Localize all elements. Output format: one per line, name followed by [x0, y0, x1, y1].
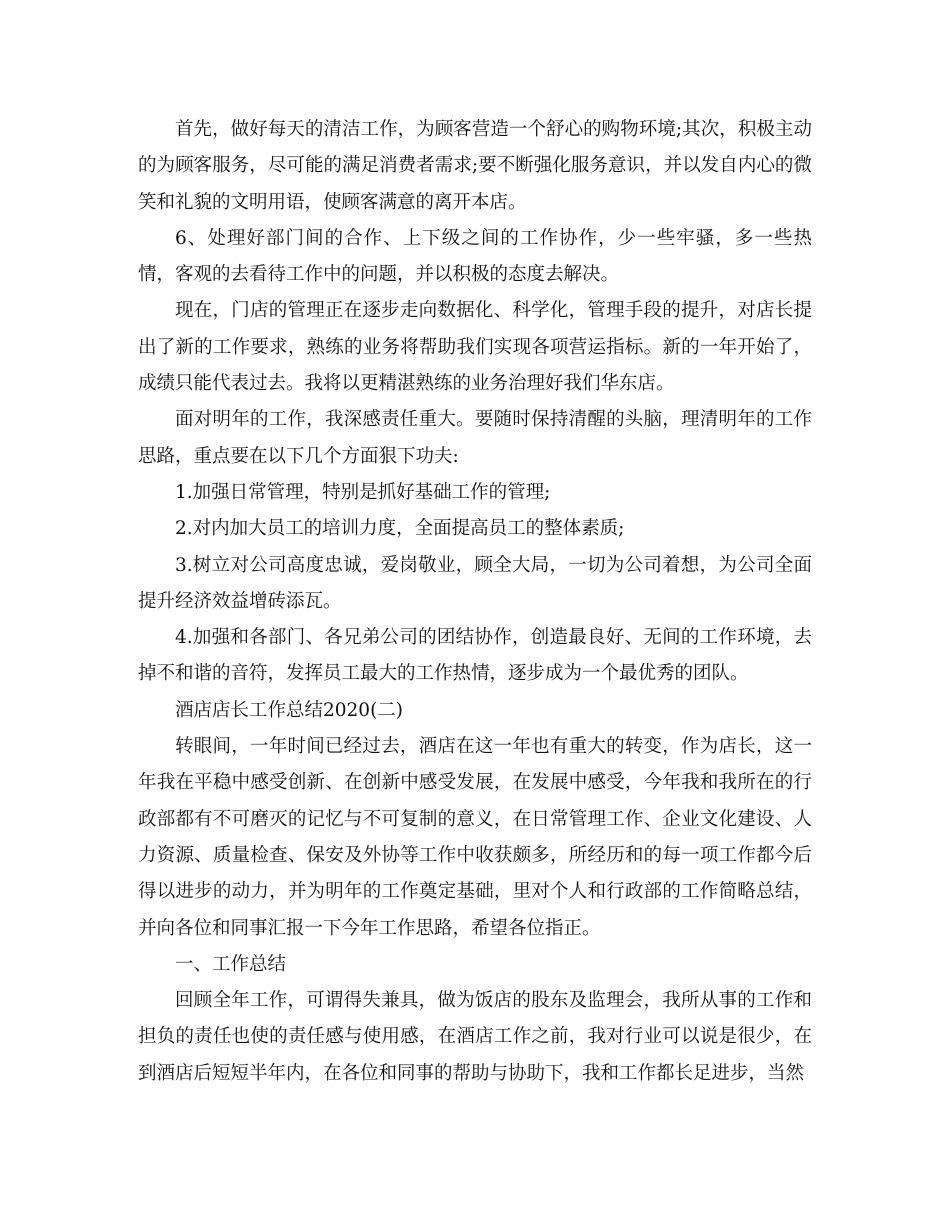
paragraph-cleaning-service: 首先，做好每天的清洁工作，为顾客营造一个舒心的购物环境;其次，积极主动的为顾客服务，尽可能的满足消费者需求;要不断强化服务意识，并以发自内心的微笑和礼貌的文明用语，使顾客满意的离开本店。 [138, 119, 812, 213]
document-page [138, 112, 812, 1092]
paragraph-year-review: 转眼间，一年时间已经过去，酒店在这一年也有重大的转变，作为店长，这一年我在平稳中感受创新、在创新中感受发展，在发展中感受，今年我和我所在的行政部都有不可磨灭的记忆与不可复制的意义，在日常管理工作、企业文化建设、人力资源、质量检查、保安及外协等工作中收获颇多，所经历和的每一项工作都今后得以进步的动力，并为明年的工作奠定基础，里对个人和行政部的工作简略总结，并向各位和同事汇报一下今年工作思路，希望各位指正。 [138, 736, 812, 939]
paragraph-annual-retrospective: 回顾全年工作，可谓得失兼具，做为饭店的股东及监理会，我所从事的工作和担负的责任也使的责任感与使用感，在酒店工作之前，我对行业可以说是很少，在到酒店后短短半年内，在各位和同事的帮助与协助下，我和工作都长足进步，当然 [138, 990, 812, 1084]
list-item-1: 1.加强日常管理，特别是抓好基础工作的管理; [175, 481, 551, 503]
section-heading-summary-2: 酒店店长工作总结2020(二) [175, 699, 404, 721]
paragraph-item-6-cooperation: 6、处理好部门间的合作、上下级之间的工作协作，少一些牢骚，多一些热情，客观的去看待工作中的问题，并以积极的态度去解决。 [138, 227, 812, 286]
list-item-3: 3.树立对公司高度忠诚，爱岗敬业，顾全大局，一切为公司着想，为公司全面提升经济效益增砖添瓦。 [138, 554, 812, 612]
paragraph-store-management: 现在，门店的管理正在逐步走向数据化、科学化，管理手段的提升，对店长提出了新的工作要求，熟练的业务将帮助我们实现各项营运指标。新的一年开始了，成绩只能代表过去。我将以更精湛熟练的业务治理好我们华东店。 [138, 300, 812, 395]
list-item-4: 4.加强和各部门、各兄弟公司的团结协作，创造最良好、无间的工作环境，去掉不和谐的音符，发挥员工最大的工作热情，逐步成为一个最优秀的团队。 [138, 627, 812, 685]
list-item-2: 2.对内加大员工的培训力度，全面提高员工的整体素质; [175, 518, 625, 540]
section-heading-work-summary: 一、工作总结 [175, 953, 287, 975]
paragraph-next-year-work: 面对明年的工作，我深感责任重大。要随时保持清醒的头脑，理清明年的工作思路，重点要在以下几个方面狠下功夫: [138, 409, 812, 467]
